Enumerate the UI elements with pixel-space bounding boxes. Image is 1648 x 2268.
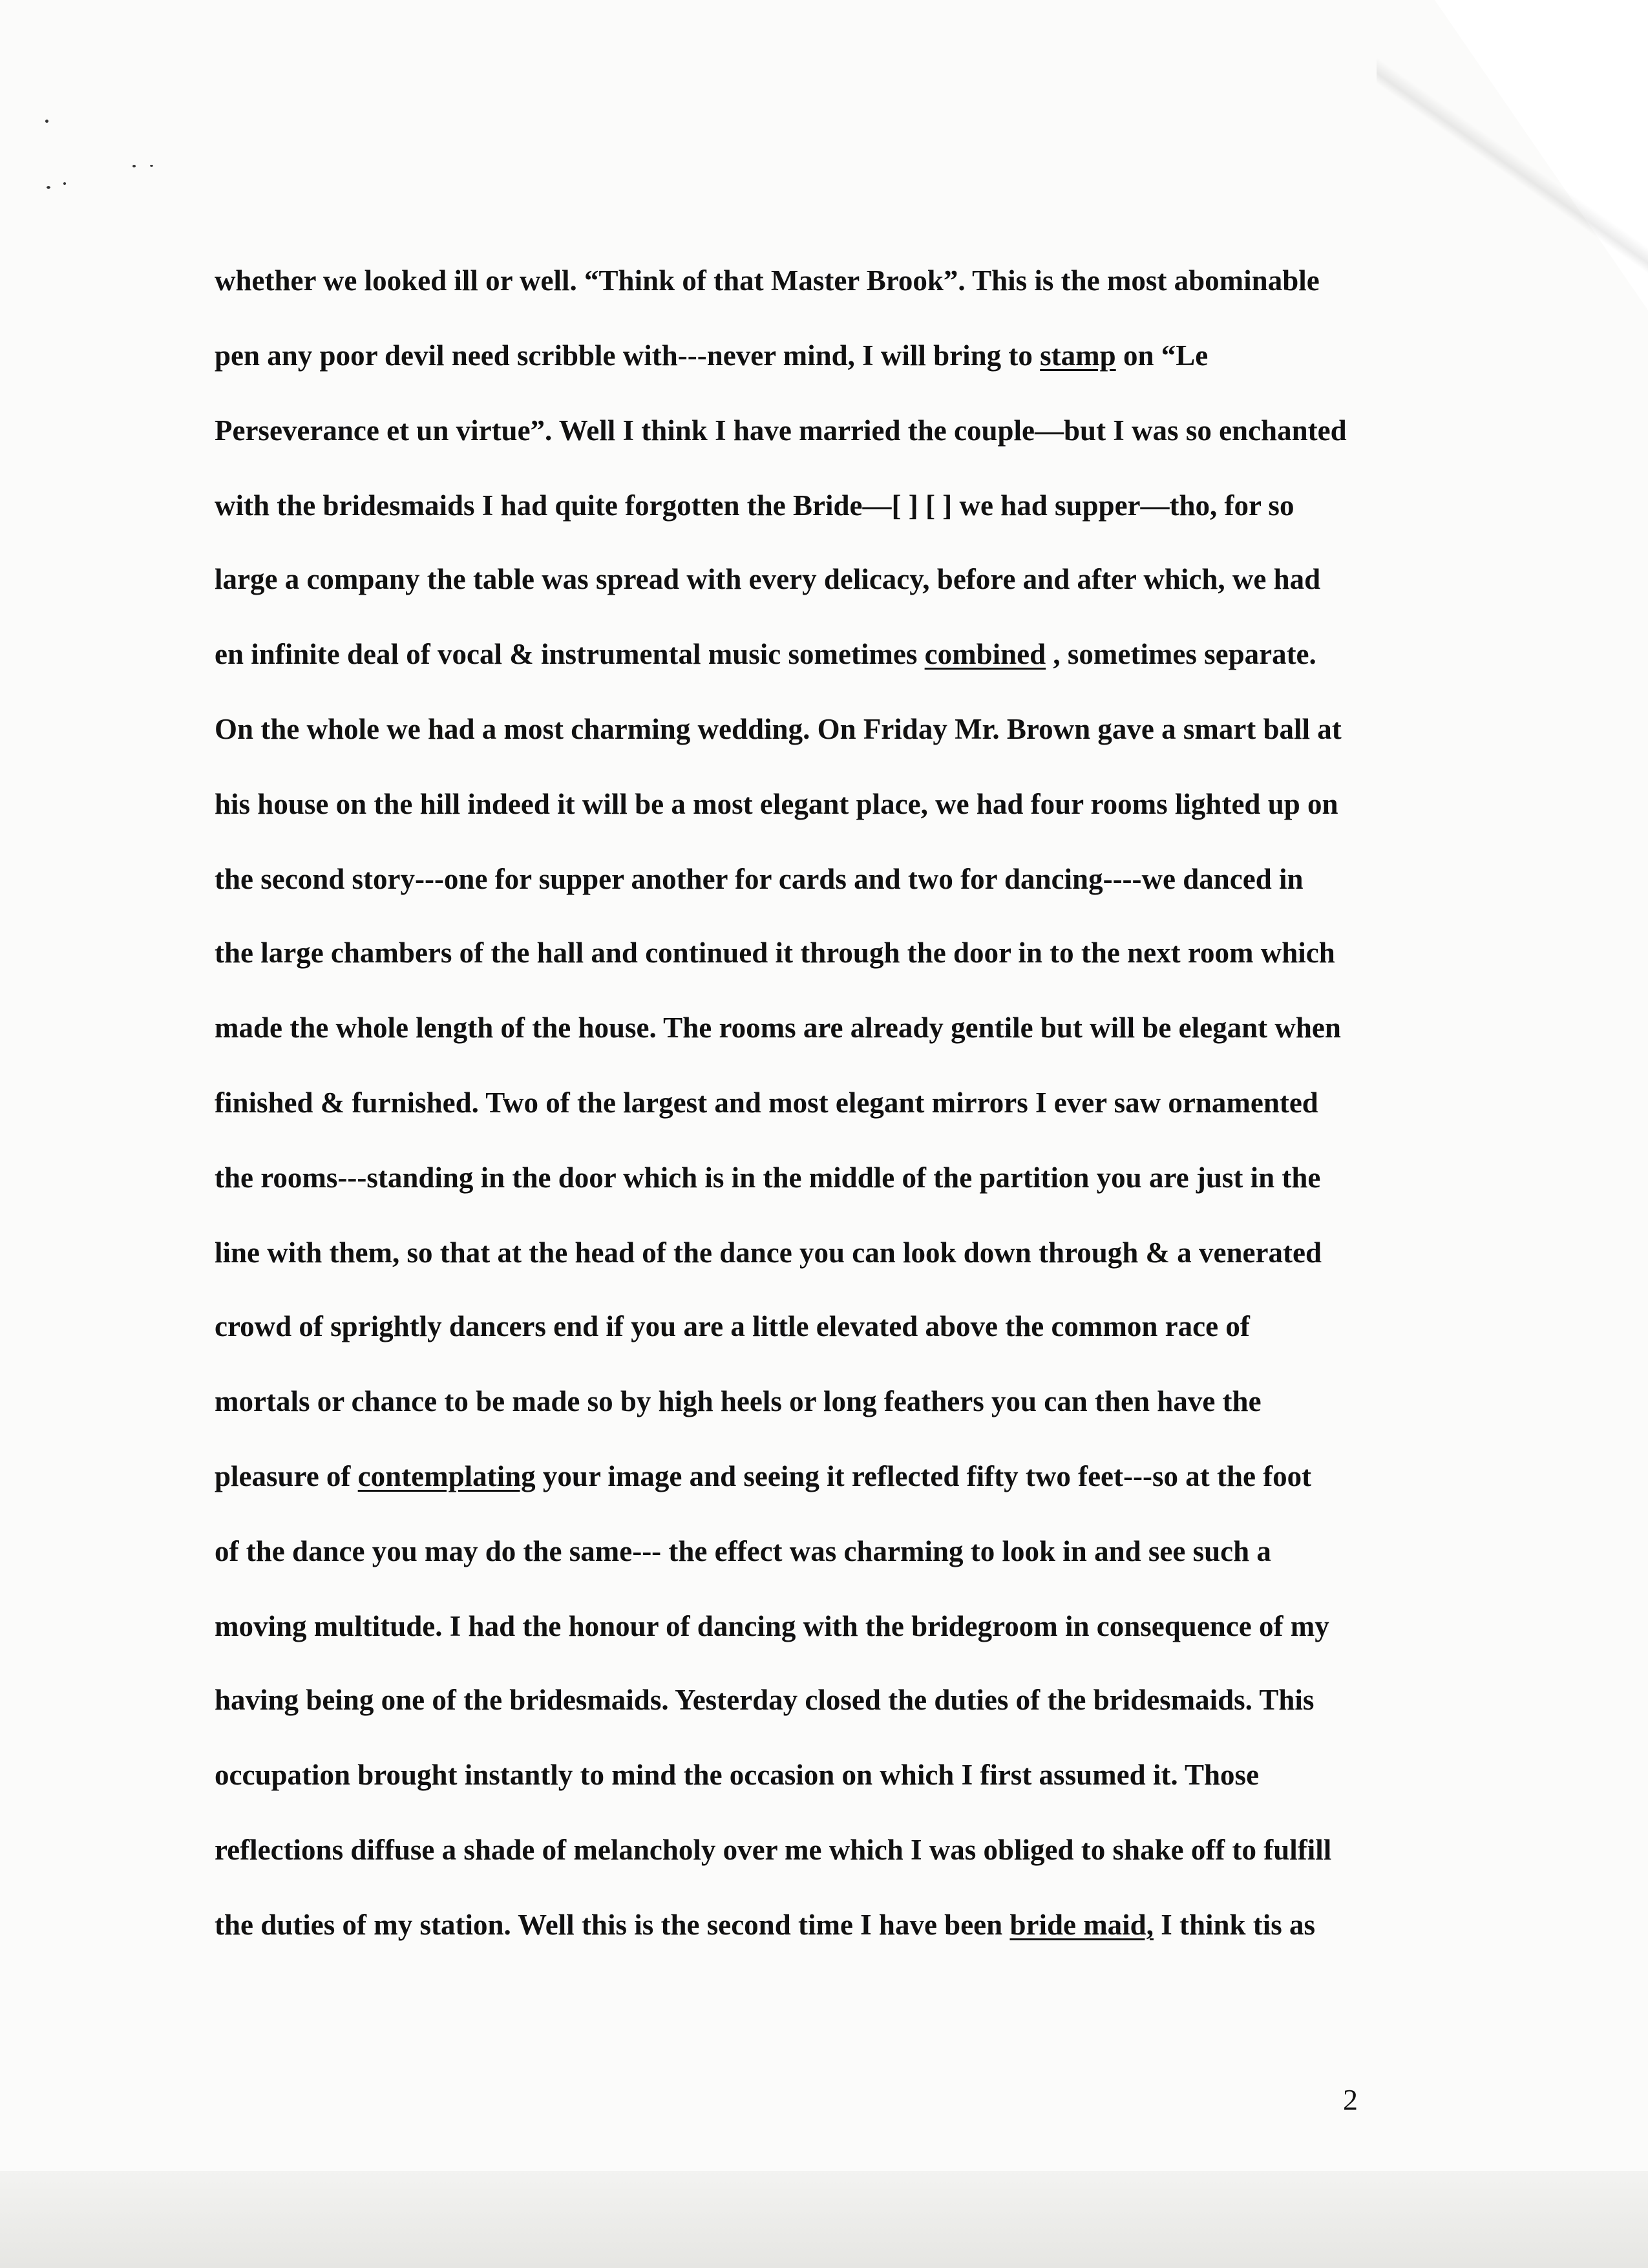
- dust-speck: [63, 182, 66, 185]
- text-line: [215, 1836, 1331, 1865]
- text-line: [215, 715, 1342, 744]
- text-line: [215, 1612, 1329, 1641]
- text-segment: made the whole length of the house. The rooms are already gentile but will be elegant when: [215, 1012, 1341, 1044]
- dust-speck: [47, 186, 50, 189]
- text-segment: with the bridesmaids I had quite forgotten the Bride—[ ] [ ] we had supper—tho, for so: [215, 489, 1294, 522]
- text-line: [215, 1537, 1271, 1566]
- page-bottom-edge: [0, 2171, 1648, 2268]
- text-segment: , sometimes separate.: [1046, 638, 1316, 670]
- text-line: [215, 266, 1320, 295]
- text-line: [215, 1013, 1341, 1043]
- folded-corner-shadow: [1377, 0, 1648, 336]
- text-segment: line with them, so that at the head of the dance you can look down through & a venerated: [215, 1236, 1322, 1269]
- dust-speck: [150, 165, 153, 167]
- text-line: [215, 1163, 1320, 1192]
- text-line: [215, 1088, 1318, 1118]
- text-line: [215, 1462, 1311, 1491]
- text-segment: the rooms---standing in the door which is in the middle of the partition you are just in the: [215, 1161, 1321, 1194]
- text-segment: pleasure of: [215, 1460, 358, 1492]
- text-segment: the duties of my station. Well this is the second time I have been: [215, 1909, 1010, 1941]
- text-line: [215, 865, 1304, 894]
- dust-speck: [45, 120, 48, 123]
- text-segment: the second story---one for supper another for cards and two for dancing----we danced in: [215, 863, 1304, 895]
- text-line: [215, 1312, 1250, 1341]
- text-segment: moving multitude. I had the honour of dancing with the bridegroom in consequence of my: [215, 1610, 1329, 1642]
- text-segment: crowd of sprightly dancers end if you are a little elevated above the common race of: [215, 1310, 1250, 1342]
- text-line: [215, 1761, 1259, 1790]
- text-line: [215, 341, 1208, 370]
- text-segment: of the dance you may do the same--- the effect was charming to look in and see such a: [215, 1535, 1271, 1567]
- text-segment: I think tis as: [1153, 1909, 1316, 1941]
- text-line: [215, 1387, 1262, 1416]
- text-segment: on “Le: [1115, 339, 1209, 372]
- text-segment: large a company the table was spread with every delicacy, before and after which, we had: [215, 563, 1321, 595]
- text-line: [215, 1238, 1322, 1267]
- text-segment: having being one of the bridesmaids. Yesterday closed the duties of the bridesmaids. This: [215, 1684, 1315, 1716]
- underlined-word: contemplating: [357, 1460, 536, 1492]
- text-line: [215, 565, 1320, 594]
- underlined-word: bride maid,: [1009, 1909, 1154, 1941]
- text-segment: reflections diffuse a shade of melancholy over me which I was obliged to shake off to fulfill: [215, 1834, 1332, 1866]
- text-line: [215, 491, 1294, 520]
- text-segment: your image and seeing it reflected fifty two feet---so at the foot: [535, 1460, 1312, 1492]
- text-line: [215, 1911, 1315, 1940]
- dust-speck: [132, 165, 136, 167]
- underlined-word: stamp: [1040, 339, 1116, 372]
- text-segment: whether we looked ill or well. “Think of that Master Brook”. This is the most abominable: [215, 264, 1320, 297]
- text-segment: finished & furnished. Two of the largest and most elegant mirrors I ever saw ornamented: [215, 1086, 1318, 1119]
- underlined-word: combined: [924, 638, 1046, 670]
- text-segment: mortals or chance to be made so by high heels or long feathers you can then have the: [215, 1385, 1262, 1417]
- text-line: [215, 416, 1347, 445]
- text-line: [215, 938, 1335, 968]
- bleed-through-text: [362, 381, 1461, 407]
- text-line: [215, 1686, 1314, 1715]
- text-segment: pen any poor devil need scribble with---never mind, I will bring to: [215, 339, 1041, 372]
- text-segment: On the whole we had a most charming wedding. On Friday Mr. Brown gave a smart ball at: [215, 713, 1342, 745]
- text-segment: en infinite deal of vocal & instrumental music sometimes: [215, 638, 925, 670]
- text-segment: the large chambers of the hall and continued it through the door in to the next room which: [215, 937, 1335, 969]
- text-segment: occupation brought instantly to mind the occasion on which I first assumed it. Those: [215, 1759, 1260, 1791]
- text-line: [215, 790, 1338, 819]
- text-segment: his house on the hill indeed it will be a most elegant place, we had four rooms lighted up on: [215, 788, 1338, 820]
- page-number: 2: [1343, 2083, 1358, 2116]
- text-line: [215, 640, 1316, 669]
- text-segment: Perseverance et un virtue”. Well I think I have married the couple—but I was so enchanted: [215, 414, 1347, 447]
